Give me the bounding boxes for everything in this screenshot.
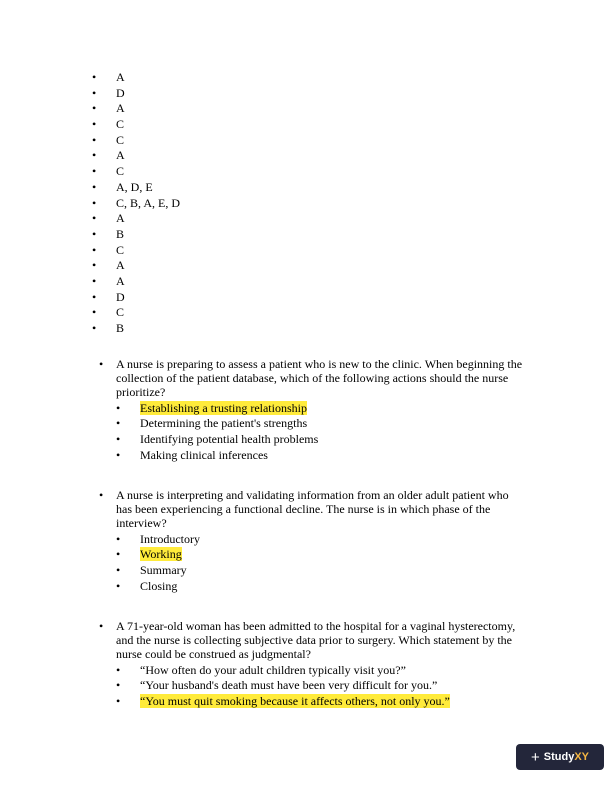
option-text: “How often do your adult children typically visit you?” bbox=[140, 662, 406, 677]
brand-label: StudyXY bbox=[543, 751, 589, 763]
option-list bbox=[99, 532, 524, 595]
option-list bbox=[99, 663, 524, 710]
option-item bbox=[99, 694, 524, 710]
option-item bbox=[99, 532, 524, 548]
question-3 bbox=[99, 619, 524, 710]
option-text: Closing bbox=[140, 579, 178, 593]
option-item bbox=[99, 678, 524, 694]
answer-item: • A bbox=[92, 258, 180, 274]
answer-item: • A bbox=[92, 70, 180, 86]
option-item bbox=[99, 663, 524, 679]
option-text: Identifying potential health problems bbox=[140, 432, 319, 447]
question-stem: • A nurse is interpreting and validating information from an older adult patient who has been experiencing a functional decline. The nurse is in which phase of the interview? bbox=[99, 488, 524, 531]
studyxy-badge[interactable] bbox=[516, 744, 604, 770]
option-list bbox=[99, 401, 524, 464]
answer-item: • A, D, E bbox=[92, 180, 180, 196]
answer-key-list bbox=[92, 70, 180, 337]
question-2 bbox=[99, 488, 524, 595]
answer-item: • C bbox=[92, 305, 180, 321]
option-text: Making clinical inferences bbox=[140, 448, 268, 462]
option-text: Introductory bbox=[140, 531, 200, 546]
option-item bbox=[99, 579, 524, 595]
option-item bbox=[99, 547, 524, 563]
option-item bbox=[99, 416, 524, 432]
highlighted-answer: “You must quit smoking because it affects others, not only you.” bbox=[140, 694, 450, 709]
answer-item: • B bbox=[92, 321, 180, 337]
answer-item: • A bbox=[92, 148, 180, 164]
option-item bbox=[99, 401, 524, 417]
option-item bbox=[99, 432, 524, 448]
question-1 bbox=[99, 357, 524, 464]
highlighted-answer: Working bbox=[140, 547, 182, 562]
answer-item: • A bbox=[92, 274, 180, 290]
answer-item: • A bbox=[92, 211, 180, 227]
plus-icon: + bbox=[530, 748, 540, 766]
question-stem: • A 71-year-old woman has been admitted to the hospital for a vaginal hysterectomy, and the nurse is collecting subjective data prior to surgery. Which statement by the nurse could be construed as judgmental? bbox=[99, 619, 524, 662]
answer-item: • C bbox=[92, 243, 180, 259]
answer-item: • D bbox=[92, 290, 180, 306]
option-item bbox=[99, 563, 524, 579]
answer-item: • C bbox=[92, 164, 180, 180]
answer-item: • A bbox=[92, 101, 180, 117]
answer-item: • B bbox=[92, 227, 180, 243]
question-stem: • A nurse is preparing to assess a patient who is new to the clinic. When beginning the collection of the patient database, which of the following actions should the nurse prioritize? bbox=[99, 357, 524, 400]
answer-item: • C bbox=[92, 133, 180, 149]
option-text: “Your husband's death must have been very difficult for you.” bbox=[140, 678, 438, 693]
highlighted-answer: Establishing a trusting relationship bbox=[140, 400, 307, 415]
answer-item: • C bbox=[92, 117, 180, 133]
option-text: Determining the patient's strengths bbox=[140, 416, 308, 431]
answer-item: • D bbox=[92, 86, 180, 102]
option-text: Summary bbox=[140, 563, 187, 578]
option-item bbox=[99, 448, 524, 464]
answer-item: • C, B, A, E, D bbox=[92, 196, 180, 212]
